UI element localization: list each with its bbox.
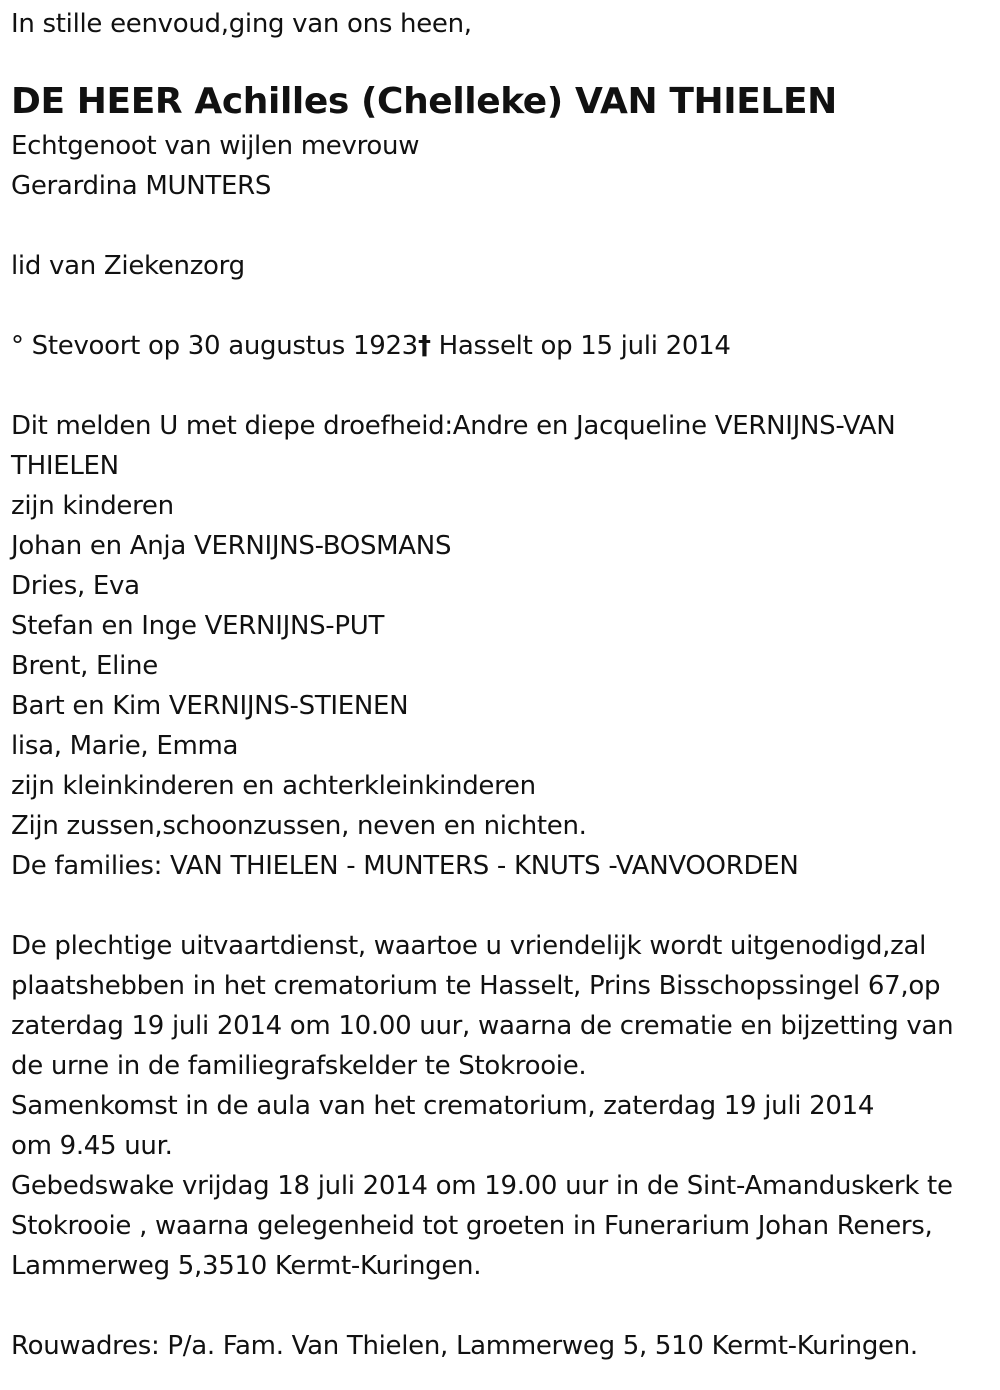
family-line: Stefan en Inge VERNIJNS-PUT	[11, 611, 385, 641]
spacer	[11, 206, 991, 246]
ceremony-line: om 9.45 uur.	[11, 1131, 173, 1161]
family-line: Dries, Eva	[11, 571, 140, 601]
family-line: Bart en Kim VERNIJNS-STIENEN	[11, 691, 409, 721]
family-line: zijn kleinkinderen en achterkleinkinderen	[11, 771, 536, 801]
family-line: zijn kinderen	[11, 491, 174, 521]
spacer	[11, 286, 991, 326]
ceremony-line: Stokrooie , waarna gelegenheid tot groeten in Funerarium Johan Reners,	[11, 1211, 933, 1241]
family-line: THIELEN	[11, 451, 119, 481]
family-line: Johan en Anja VERNIJNS-BOSMANS	[11, 531, 452, 561]
spacer	[11, 886, 991, 926]
family-line: Dit melden U met diepe droefheid:Andre en Jacqueline VERNIJNS-VAN	[11, 411, 896, 441]
ceremony-line: plaatshebben in het crematorium te Hasselt, Prins Bisschopssingel 67,op	[11, 971, 941, 1001]
family-line: De families: VAN THIELEN - MUNTERS - KNUTS -VANVOORDEN	[11, 851, 799, 881]
deceased-name-heading: DE HEER Achilles (Chelleke) VAN THIELEN	[11, 81, 837, 122]
spouse-line-2: Gerardina MUNTERS	[11, 171, 272, 201]
cross-icon: †	[417, 331, 431, 361]
ceremony-line: Lammerweg 5,3510 Kermt-Kuringen.	[11, 1251, 482, 1281]
family-line: Brent, Eline	[11, 651, 158, 681]
membership-line: lid van Ziekenzorg	[11, 251, 245, 281]
intro-line: In stille eenvoud,ging van ons heen,	[11, 9, 472, 39]
spacer	[11, 1286, 991, 1326]
death-text: Hasselt op 15 juli 2014	[430, 331, 731, 361]
obituary-notice	[11, 4, 991, 1366]
ceremony-line: Gebedswake vrijdag 18 juli 2014 om 19.00 uur in de Sint-Amanduskerk te	[11, 1171, 953, 1201]
birth-text: ° Stevoort op 30 augustus 1923	[11, 331, 418, 361]
ceremony-line: De plechtige uitvaartdienst, waartoe u vriendelijk wordt uitgenodigd,zal	[11, 931, 927, 961]
mourning-address-line: Rouwadres: P/a. Fam. Van Thielen, Lammerweg 5, 510 Kermt-Kuringen.	[11, 1331, 918, 1361]
family-line: Zijn zussen,schoonzussen, neven en nichten.	[11, 811, 587, 841]
ceremony-line: zaterdag 19 juli 2014 om 10.00 uur, waarna de crematie en bijzetting van	[11, 1011, 954, 1041]
spouse-line-1: Echtgenoot van wijlen mevrouw	[11, 131, 420, 161]
ceremony-line: de urne in de familiegrafskelder te Stokrooie.	[11, 1051, 587, 1081]
ceremony-line: Samenkomst in de aula van het crematorium, zaterdag 19 juli 2014	[11, 1091, 875, 1121]
spacer	[11, 366, 991, 406]
family-line: lisa, Marie, Emma	[11, 731, 239, 761]
dates-line	[11, 326, 991, 366]
